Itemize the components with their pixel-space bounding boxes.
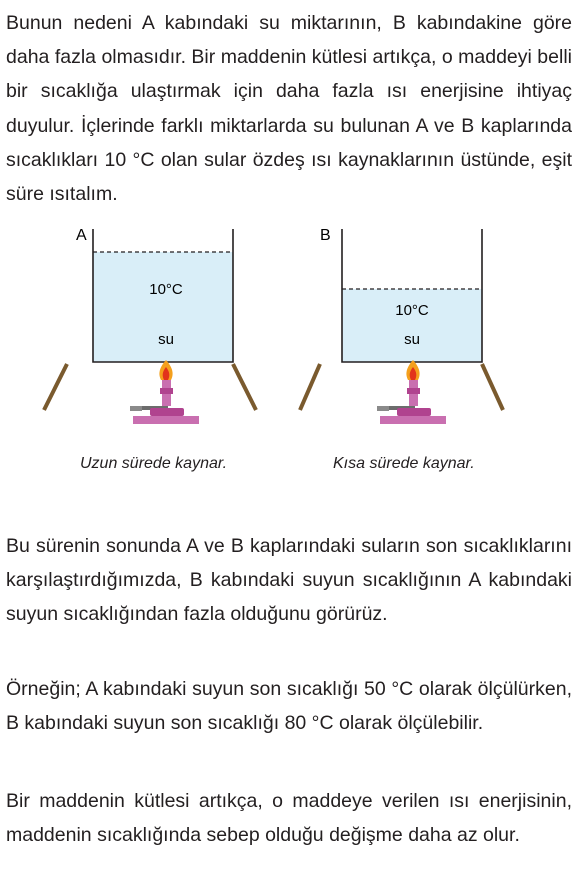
label-b: B <box>320 227 331 244</box>
substance-a: su <box>158 331 174 348</box>
temperature-b: 10°C <box>395 302 429 319</box>
burner-b <box>377 360 446 424</box>
paragraph-comparison: Bu sürenin sonunda A ve B kaplarındaki suların son sıcaklıklarını karşılaştırdığımızda, B kabındaki suyun sıcaklığının A kabındaki suyun sıcaklığından fazla olduğunu görürüz. <box>6 535 572 626</box>
stand-leg-right <box>233 364 256 410</box>
stand-leg-left <box>300 364 320 410</box>
container-a <box>44 227 256 424</box>
burner-a <box>130 360 199 424</box>
paragraph-intro: Bunun nedeni A kabındaki su miktarının, B kabındakine göre daha fazla olmasıdır. Bir maddenin kütlesi artıkça, o maddeyi belli bir sıcaklığa ulaştırmak için daha fazla ısı enerjisine ihtiyaç duyulur. İçlerinde farklı miktarlarda su bulunan A ve B kaplarında sıcaklıkları 10 °C olan sular özdeş ısı kaynaklarının üstünde, eşit süre ısıtalım. <box>6 12 572 206</box>
heating-experiment-figure <box>0 216 580 486</box>
water-b <box>342 289 482 362</box>
label-a: A <box>76 227 87 244</box>
substance-b: su <box>404 331 420 348</box>
stand-leg-right <box>482 364 503 410</box>
caption-a: Uzun sürede kaynar. <box>80 455 228 472</box>
container-b <box>300 227 503 424</box>
temperature-a: 10°C <box>149 281 183 298</box>
paragraph-example: Örneğin; A kabındaki suyun son sıcaklığı 50 °C olarak ölçülürken, B kabındaki suyun son sıcaklığı 80 °C olarak ölçülebilir. <box>6 678 572 735</box>
stand-leg-left <box>44 364 67 410</box>
caption-b: Kısa sürede kaynar. <box>333 455 475 472</box>
paragraph-conclusion: Bir maddenin kütlesi artıkça, o maddeye verilen ısı enerjisinin, maddenin sıcaklığında sebep olduğu değişme daha az olur. <box>6 790 572 847</box>
